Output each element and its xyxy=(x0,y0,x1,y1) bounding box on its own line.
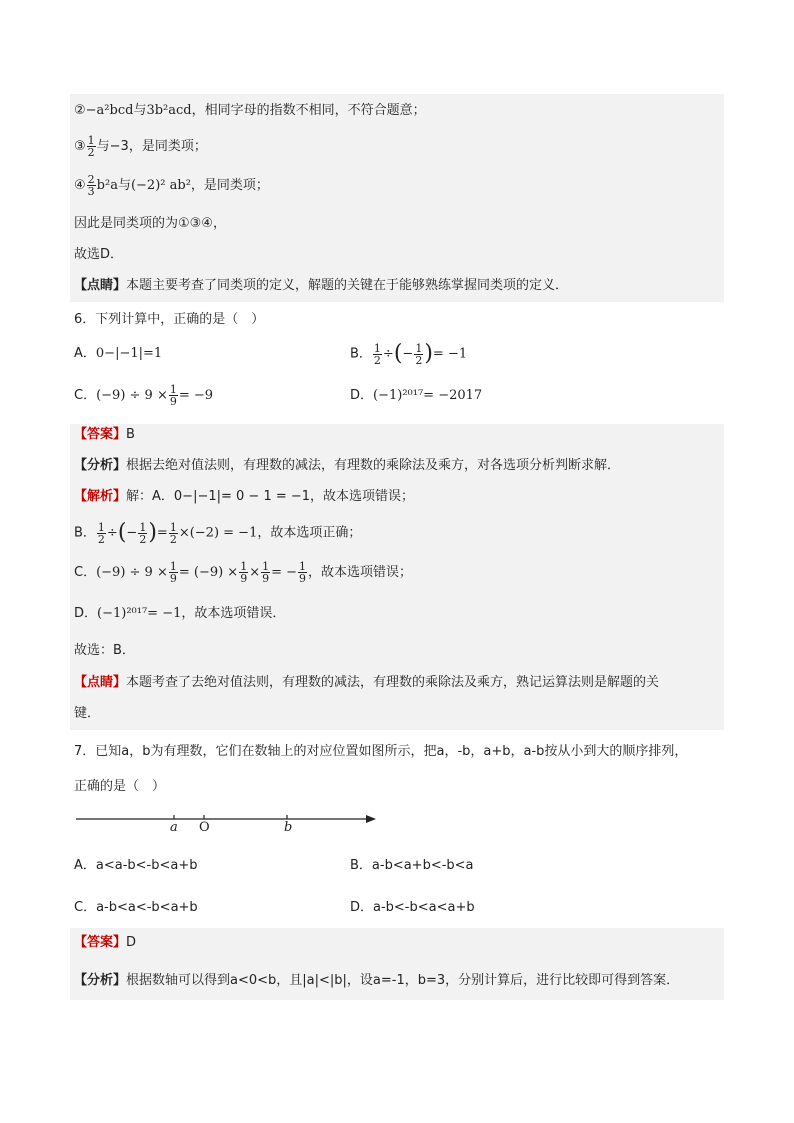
q6-solution-b: B． $\frac{1}{2}$ ÷(− $\frac{1}{2}$ )= $\frac{1}{2}$ ×(−2) = −1，故本选项正确； xyxy=(74,520,362,546)
q6-solution-d: D．(−1)²⁰¹⁷= −1，故本选项错误． xyxy=(74,606,286,621)
q7-answer: 【答案】D xyxy=(74,935,137,950)
prev-item-4: ④ $\frac{2}{3}$ b²a与(−2)² ab²，是同类项； xyxy=(74,173,269,198)
number-line xyxy=(74,810,384,844)
fraction-two-thirds: $\frac{2}{3}$ xyxy=(87,173,95,198)
q6-option-c: C．(−9) ÷ 9 × $\frac{1}{9}$ = −9 xyxy=(74,383,214,408)
q7-option-c: C．a-b<a<-b<a+b xyxy=(74,900,198,915)
q6-answer: 【答案】B xyxy=(74,427,135,442)
expr-minus-a2bcd: −a²bcd xyxy=(85,103,134,118)
prev-item-2: ②−a²bcd与3b²acd，相同字母的指数不相同，不符合题意； xyxy=(74,103,426,118)
q7-option-a: A．a<a-b<-b<a+b xyxy=(74,858,198,873)
answer-tag: 【答案】 xyxy=(74,427,127,442)
axis-label-a: a xyxy=(170,820,178,835)
q6-point-1: 【点睛】本题考查了去绝对值法则，有理数的减法，有理数的乘除法及乘方，熟记运算法则是解题的关 xyxy=(74,675,660,690)
q7-option-b: B．a-b<a+b<-b<a xyxy=(350,858,474,873)
q6-choice: 故选：B． xyxy=(74,643,135,658)
q7-stem-2: 正确的是（ ） xyxy=(74,779,166,794)
prev-choice: 故选D． xyxy=(74,247,124,262)
fraction-half: $\frac{1}{2}$ xyxy=(87,134,95,159)
q7-stem-1: 7．已知a，b为有理数，它们在数轴上的对应位置如图所示，把a，-b，a+b，a-b按从小到大的顺序排列， xyxy=(74,744,688,759)
q7-option-d: D．a-b<-b<a<a+b xyxy=(350,900,475,915)
q6-analysis: 【分析】根据去绝对值法则，有理数的减法，有理数的乘除法及乘方，对各选项分析判断求解． xyxy=(74,458,621,473)
q6-solution-c: C．(−9) ÷ 9 × $\frac{1}{9}$ = (−9) × $\frac{1}{9}$ × $\frac{1}{9}$ = − $\frac{1}{9}$ ，故本选项错误； xyxy=(74,560,413,585)
prev-point: 【点睛】本题主要考查了同类项的定义，解题的关键在于能够熟练掌握同类项的定义． xyxy=(74,278,569,293)
expr-3b2acd: 3b²acd xyxy=(146,103,192,118)
q6-option-d: D．(−1)²⁰¹⁷= −2017 xyxy=(350,388,483,403)
prev-conclusion: 因此是同类项的为①③④， xyxy=(74,216,226,231)
q6-option-a: A．0−|−1|=1 xyxy=(74,346,163,361)
axis-label-o: O xyxy=(199,820,210,835)
prev-item-3: ③ $\frac{1}{2}$ 与−3，是同类项； xyxy=(74,134,207,159)
q6-solution-a: 【解析】解：A．0−|−1|= 0 − 1 = −1，故本选项错误； xyxy=(74,489,415,504)
q6-point-2: 键． xyxy=(74,706,101,721)
q6-stem: 6．下列计算中，正确的是（ ） xyxy=(74,312,265,327)
axis-label-b: b xyxy=(284,820,293,835)
point-tag: 【点睛】 xyxy=(74,278,127,293)
q7-analysis: 【分析】根据数轴可以得到a<0<b，且|a|<|b|，设a=-1，b=3，分别计算后，进行比较即可得到答案． xyxy=(74,973,680,988)
q6-option-b: B． $\frac{1}{2}$ ÷(− $\frac{1}{2}$ )= −1 xyxy=(350,341,468,367)
